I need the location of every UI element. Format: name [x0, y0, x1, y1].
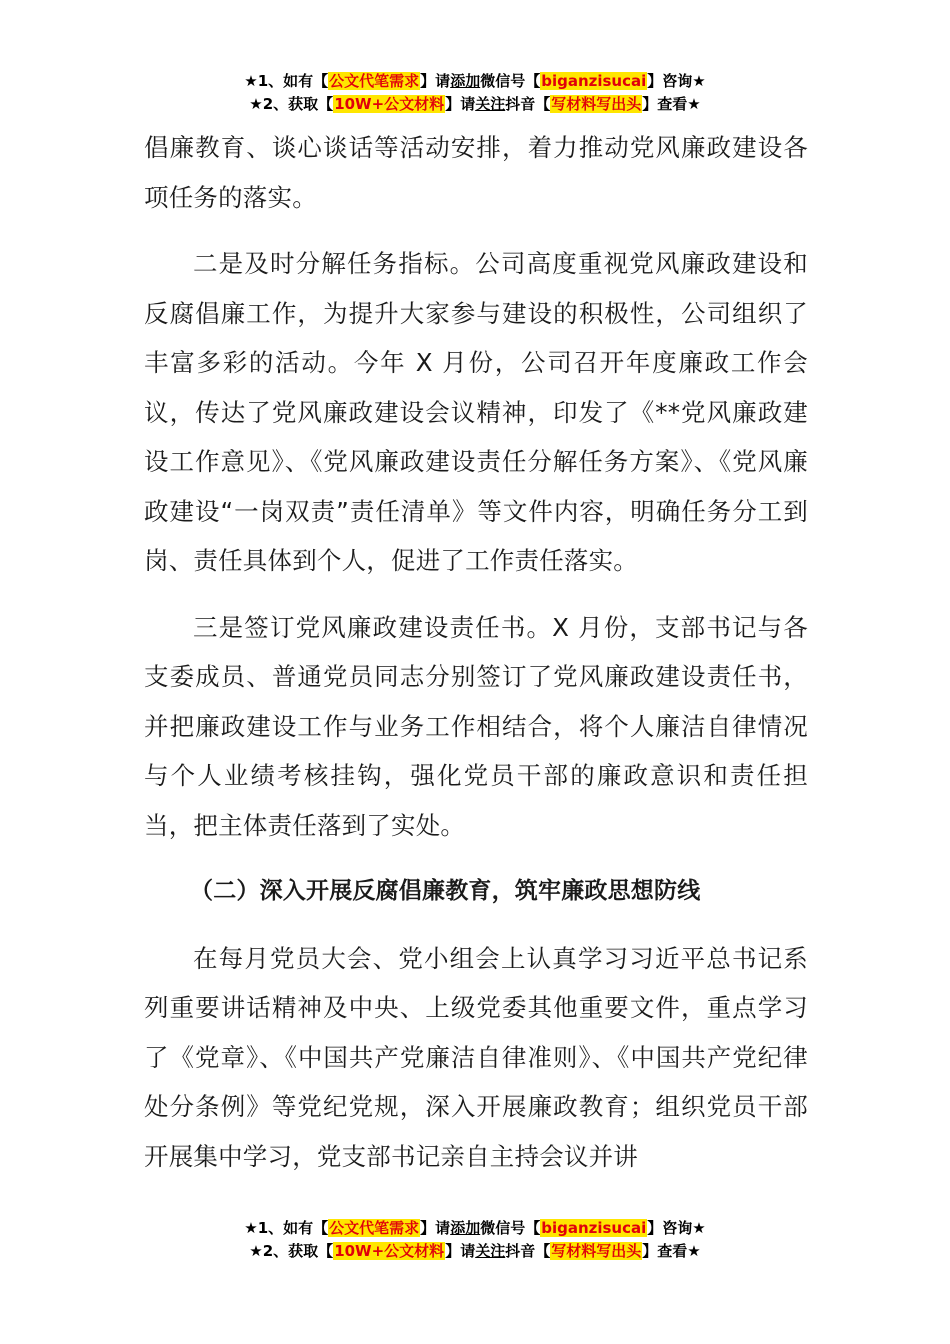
- banner-line-1: ★1、如有【公文代笔需求】请添加微信号【biganzisucai】咨询★: [244, 72, 706, 90]
- banner-highlight: biganzisucai: [541, 1219, 647, 1237]
- banner-highlight: 10W+公文材料: [334, 1242, 445, 1260]
- paragraph: 三是签订党风廉政建设责任书。X 月份，支部书记与各支委成员、普通党员同志分别签订了党风廉政建设责任书，并把廉政建设工作与业务工作相结合，将个人廉洁自律情况与个人业绩考核挂钩，强化党员干部的廉政意识和责任担当，把主体责任落到了实处。: [144, 612, 808, 840]
- paragraph: 二是及时分解任务指标。公司高度重视党风廉政建设和反腐倡廉工作，为提升大家参与建设的积极性，公司组织了丰富多彩的活动。今年 X 月份，公司召开年度廉政工作会议，传达了党风廉政建设会议精神，印发了《**党风廉政建设工作意见》、《党风廉政建设责任分解任务方案》、《党风廉政建设“一岗双责”责任清单》等文件内容，明确任务分工到岗、责任具体到个人，促进了工作责任落实。: [144, 249, 808, 575]
- banner-highlight: 写材料写出头: [551, 1242, 642, 1260]
- document-body: [144, 123, 808, 1198]
- banner-highlight: 写材料写出头: [551, 95, 642, 113]
- banner-line-1: ★1、如有【公文代笔需求】请添加微信号【biganzisucai】咨询★: [244, 1219, 706, 1237]
- footer-banner: [0, 1217, 950, 1263]
- paragraph: 在每月党员大会、党小组会上认真学习习近平总书记系列重要讲话精神及中央、上级党委其他重要文件，重点学习了《党章》、《中国共产党廉洁自律准则》、《中国共产党纪律处分条例》等党纪党规，深入开展廉政教育；组织党员干部开展集中学习，党支部书记亲自主持会议并讲: [144, 943, 808, 1171]
- banner-line-2: ★2、获取【10W+公文材料】请关注抖音【写材料写出头】查看★: [249, 95, 701, 113]
- section-heading: （二）深入开展反腐倡廉教育，筑牢廉政思想防线: [190, 878, 701, 904]
- banner-highlight: 公文代笔需求: [329, 1219, 420, 1237]
- header-banner: [0, 70, 950, 116]
- banner-highlight: 公文代笔需求: [329, 72, 420, 90]
- banner-highlight: biganzisucai: [541, 72, 647, 90]
- paragraph: 倡廉教育、谈心谈话等活动安排，着力推动党风廉政建设各项任务的落实。: [144, 133, 808, 212]
- banner-line-2: ★2、获取【10W+公文材料】请关注抖音【写材料写出头】查看★: [249, 1242, 701, 1260]
- banner-highlight: 10W+公文材料: [334, 95, 445, 113]
